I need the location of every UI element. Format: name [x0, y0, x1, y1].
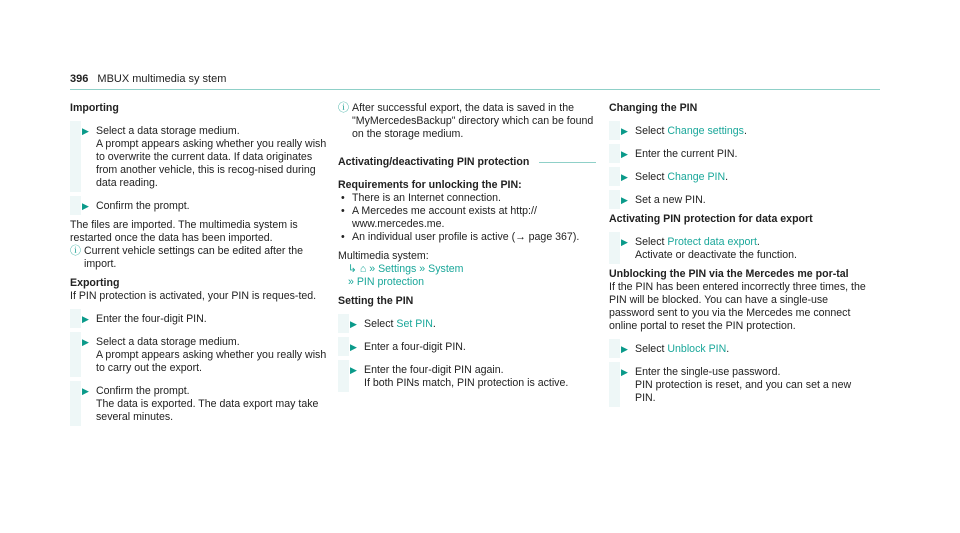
- arrow-icon: ▶: [621, 344, 628, 354]
- step-text: Confirm the prompt.: [96, 385, 190, 397]
- arrow-icon: ▶: [350, 342, 357, 352]
- step-result: A prompt appears asking whether you really wish to overwrite the current data. If data originates from another vehicle, this is recog-nised during data reading.: [96, 138, 327, 189]
- column-2: [338, 102, 596, 390]
- paragraph: If the PIN has been entered incorrectly three times, the PIN will be blocked. You can have a single-use password sent to you via the Mercedes me connect online portal to reset the PIN protection.: [609, 281, 866, 332]
- step-text: Enter the four-digit PIN.: [96, 313, 207, 325]
- arrow-icon: ▶: [621, 149, 628, 159]
- section-heading: [338, 156, 596, 169]
- step-result: The data is exported. The data export may take several minutes.: [96, 398, 319, 423]
- step-text: Select a data storage medium.: [96, 125, 240, 137]
- step-text: Select a data storage medium.: [96, 336, 240, 348]
- section-rule: [539, 162, 596, 163]
- paragraph: If PIN protection is activated, your PIN is reques-ted.: [70, 290, 317, 302]
- step-result: Activate or deactivate the function.: [635, 249, 797, 261]
- arrow-icon: ▶: [82, 314, 89, 324]
- unblock-pin-link[interactable]: Unblock PIN: [667, 343, 727, 355]
- arrow-icon: ▶: [350, 365, 357, 375]
- note-text: After successful export, the data is saved in the "MyMercedesBackup" directory which can be found on the storage medium.: [352, 102, 594, 140]
- step: [609, 125, 867, 138]
- step-text: Enter the single-use password.: [635, 366, 781, 378]
- chevron-icon: »: [419, 263, 426, 275]
- note-text: Current vehicle settings can be edited after the import.: [84, 245, 304, 270]
- importing-heading: Importing: [70, 102, 119, 114]
- step-text: Enter a four-digit PIN.: [364, 341, 466, 353]
- menu-pin-protection[interactable]: PIN protection: [356, 276, 424, 288]
- arrow-icon: ▶: [621, 126, 628, 136]
- info-icon: ⓘ: [338, 102, 349, 114]
- requirements-list: [338, 192, 596, 244]
- list-item: • An individual user profile is active (→ page 367).: [352, 231, 596, 244]
- step-text: Confirm the prompt.: [96, 200, 190, 212]
- step: [338, 318, 596, 331]
- list-item: • A Mercedes me account exists at http:// www.mercedes.me.: [352, 205, 596, 231]
- step: [70, 385, 328, 424]
- chevron-icon: »: [348, 276, 354, 288]
- menu-system[interactable]: System: [428, 263, 464, 275]
- step-text: Select Unblock PIN.: [635, 343, 730, 355]
- arrow-icon: ▶: [82, 337, 89, 347]
- step-text: Select Set PIN.: [364, 318, 436, 330]
- note: [70, 245, 328, 271]
- step-result: If both PINs match, PIN protection is active.: [364, 377, 569, 389]
- step-text: Select Change PIN.: [635, 171, 729, 183]
- step: [609, 194, 867, 207]
- step: [609, 236, 867, 262]
- change-settings-link[interactable]: Change settings: [667, 125, 744, 137]
- step: [609, 343, 867, 356]
- header-rule: [70, 89, 880, 90]
- step-text: Select Protect data export.: [635, 236, 760, 248]
- list-item: • There is an Internet connection.: [352, 192, 596, 205]
- arrow-icon: ▶: [82, 126, 89, 136]
- step: [338, 341, 596, 354]
- header-title: MBUX multimedia sy stem: [97, 73, 227, 85]
- menu-path: [338, 276, 596, 289]
- step-result: PIN protection is reset, and you can set a new PIN.: [635, 379, 852, 404]
- step: [609, 171, 867, 184]
- setting-heading: Setting the PIN: [338, 295, 414, 307]
- arrow-icon: ▶: [82, 386, 89, 396]
- protect-data-export-link[interactable]: Protect data export: [667, 236, 757, 248]
- column-1: [70, 102, 328, 424]
- step: [338, 364, 596, 390]
- multimedia-label: Multimedia system:: [338, 250, 429, 262]
- change-pin-link[interactable]: Change PIN: [667, 171, 726, 183]
- step: [70, 313, 328, 326]
- step: [70, 336, 328, 375]
- page-number: 396: [70, 73, 89, 85]
- chevron-icon: »: [369, 263, 376, 275]
- info-icon: ⓘ: [70, 245, 81, 257]
- arrow-icon: ▶: [621, 367, 628, 377]
- step-result: A prompt appears asking whether you really wish to carry out the export.: [96, 349, 327, 374]
- page-header: [70, 73, 226, 86]
- step-text: Enter the current PIN.: [635, 148, 738, 160]
- step-text: Enter the four-digit PIN again.: [364, 364, 504, 376]
- home-icon[interactable]: ⌂: [359, 263, 367, 275]
- unblocking-heading: Unblocking the PIN via the Mercedes me por-tal: [609, 268, 849, 280]
- paragraph: The files are imported. The multimedia system is restarted once the data has been imported.: [70, 219, 298, 244]
- changing-heading: Changing the PIN: [609, 102, 698, 114]
- requirements-heading: Requirements for unlocking the PIN:: [338, 179, 522, 191]
- note: [338, 102, 596, 141]
- arrow-icon: ▶: [621, 237, 628, 247]
- column-3: [609, 102, 867, 405]
- step: [609, 366, 867, 405]
- menu-settings[interactable]: Settings: [378, 263, 417, 275]
- arrow-icon: ▶: [621, 172, 628, 182]
- return-arrow-icon: ↳: [348, 263, 357, 275]
- step: [609, 148, 867, 161]
- activating-heading: Activating PIN protection for data export: [609, 213, 813, 225]
- menu-path: [338, 263, 596, 276]
- step: [70, 200, 328, 213]
- arrow-icon: ▶: [350, 319, 357, 329]
- exporting-heading: Exporting: [70, 277, 120, 289]
- step: [70, 125, 328, 190]
- arrow-icon: ▶: [621, 195, 628, 205]
- step-text: Set a new PIN.: [635, 194, 706, 206]
- set-pin-link[interactable]: Set PIN: [396, 318, 433, 330]
- section-title: Activating/deactivating PIN protection: [338, 156, 530, 168]
- step-text: Select Change settings.: [635, 125, 747, 137]
- arrow-icon: ▶: [82, 201, 89, 211]
